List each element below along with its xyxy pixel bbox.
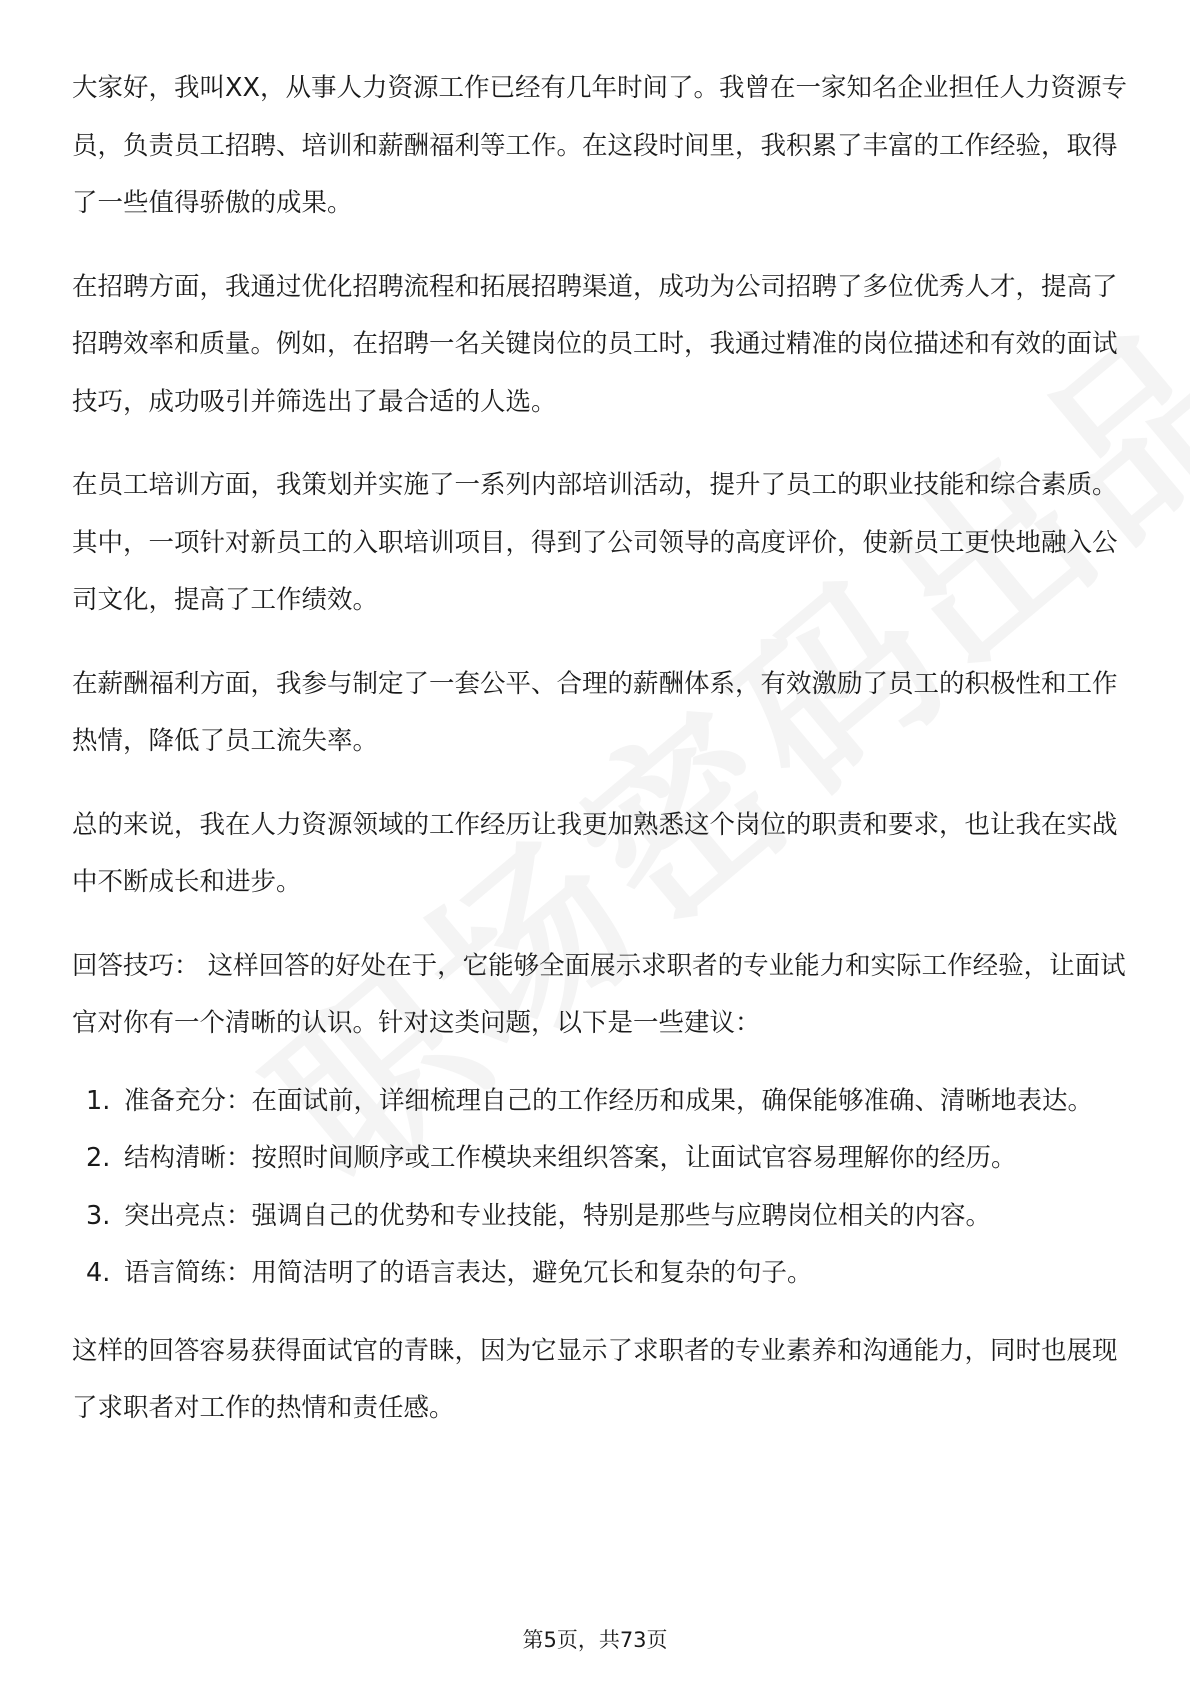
summary-paragraph: 总的来说，我在人力资源领域的工作经历让我更加熟悉这个岗位的职责和要求，也让我在实战中不断成长和进步。	[72, 809, 1118, 897]
compensation-paragraph: 在薪酬福利方面，我参与制定了一套公平、合理的薪酬体系，有效激励了员工的积极性和工作热情，降低了员工流失率。	[72, 668, 1118, 756]
list-item-text: 突出亮点：强调自己的优势和专业技能，特别是那些与应聘岗位相关的内容。	[124, 1200, 992, 1231]
tips-list	[72, 1073, 1130, 1303]
list-item	[72, 1188, 1130, 1246]
page-number-footer: 第5页，共73页	[522, 1628, 668, 1652]
list-item-number: 1.	[86, 1085, 111, 1116]
list-item-number: 2.	[86, 1143, 111, 1173]
intro-paragraph: 大家好，我叫XX，从事人力资源工作已经有几年时间了。我曾在一家知名企业担任人力资源专员，负责员工招聘、培训和薪酬福利等工作。在这段时间里，我积累了丰富的工作经验，取得了一些值得骄傲的成果。	[72, 73, 1127, 218]
list-item-text: 准备充分：在面试前，详细梳理自己的工作经历和成果，确保能够准确、清晰地表达。	[124, 1085, 1094, 1116]
answer-tips-paragraph: 回答技巧： 这样回答的好处在于，它能够全面展示求职者的专业能力和实际工作经验，让面试官对你有一个清晰的认识。针对这类问题，以下是一些建议：	[72, 950, 1126, 1038]
list-item	[72, 1245, 1130, 1303]
list-item-text: 结构清晰：按照时间顺序或工作模块来组织答案，让面试官容易理解你的经历。	[124, 1143, 1017, 1173]
list-item-number: 4.	[86, 1258, 111, 1288]
list-item	[72, 1130, 1130, 1188]
document-body	[72, 60, 1130, 1464]
list-item-number: 3.	[86, 1200, 111, 1231]
list-item	[72, 1073, 1130, 1131]
list-item-text: 语言简练：用简洁明了的语言表达，避免冗长和复杂的句子。	[124, 1258, 813, 1288]
training-paragraph: 在员工培训方面，我策划并实施了一系列内部培训活动，提升了员工的职业技能和综合素质。其中，一项针对新员工的入职培训项目，得到了公司领导的高度评价，使新员工更快地融入公司文化，提高了工作绩效。	[72, 470, 1118, 615]
closing-paragraph: 这样的回答容易获得面试官的青睐，因为它显示了求职者的专业素养和沟通能力，同时也展现了求职者对工作的热情和责任感。	[72, 1335, 1118, 1423]
recruitment-paragraph: 在招聘方面，我通过优化招聘流程和拓展招聘渠道，成功为公司招聘了多位优秀人才，提高了招聘效率和质量。例如，在招聘一名关键岗位的员工时，我通过精准的岗位描述和有效的面试技巧，成功吸引并筛选出了最合适的人选。	[72, 271, 1118, 417]
